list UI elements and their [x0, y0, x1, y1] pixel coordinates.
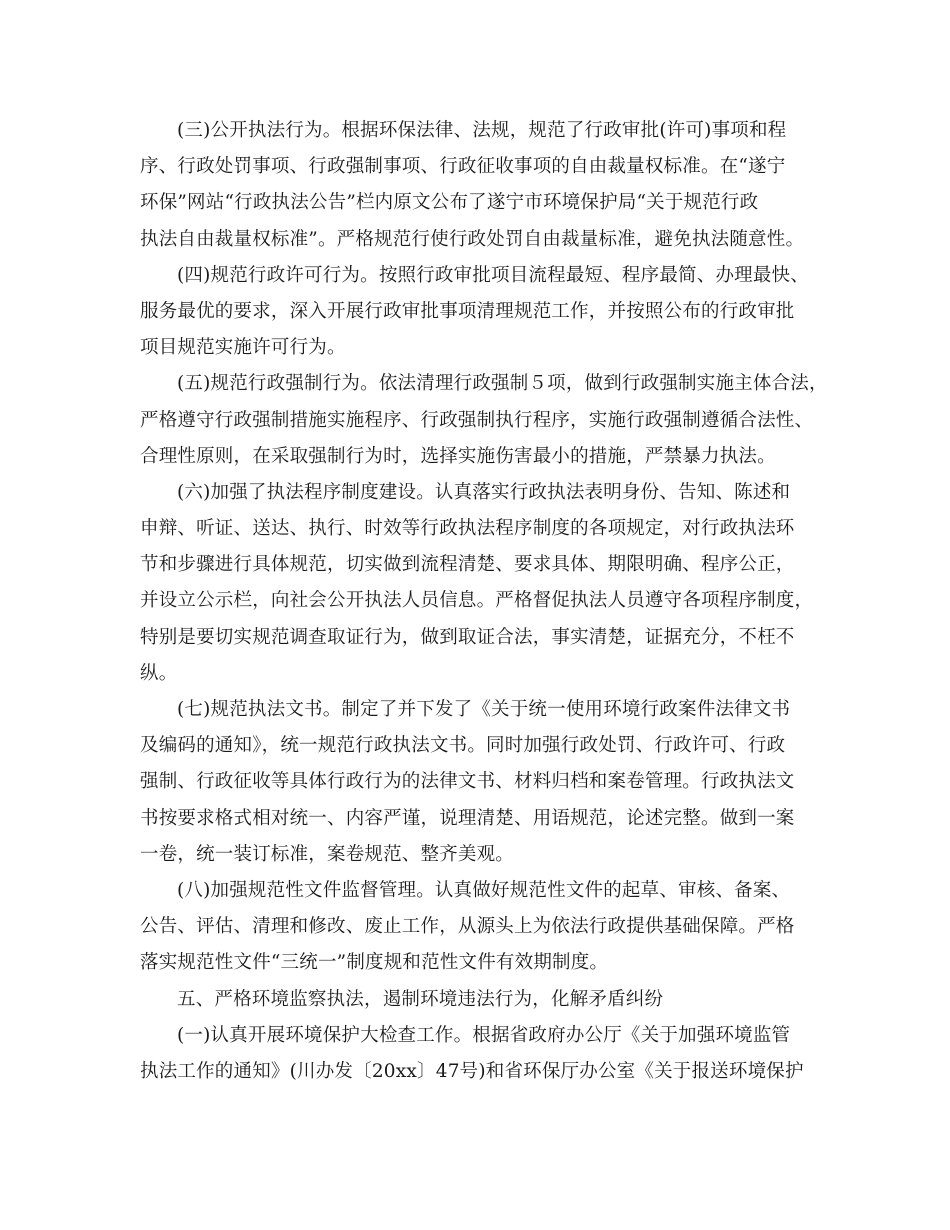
- text-line: 项目规范实施许可行为。: [140, 337, 346, 359]
- text-line: 并设立公示栏，向社会公开执法人员信息。严格督促执法人员遵守各项程序制度，: [140, 590, 814, 612]
- text-line: (四)规范行政许可行为。按照行政审批项目流程最短、程序最简、办理最快、: [177, 264, 809, 286]
- text-line: 服务最优的要求，深入开展行政审批事项清理规范工作，并按照公布的行政审批: [140, 300, 795, 322]
- text-line: 及编码的通知》，统一规范行政执法文书。同时加强行政处罚、行政许可、行政: [140, 735, 786, 757]
- text-line: (一)认真开展环境保护大检查工作。根据省政府办公厅《关于加强环境监管: [177, 1024, 791, 1046]
- text-line: 申辩、听证、送达、执行、时效等行政执法程序制度的各项规定，对行政执法环: [140, 518, 795, 540]
- text-line: (五)规范行政强制行为。依法清理行政强制５项，做到行政强制实施主体合法，: [177, 373, 828, 395]
- text-line: 强制、行政征收等具体行政行为的法律文书、材料归档和案卷管理。行政执法文: [140, 771, 795, 793]
- text-line: 序、行政处罚事项、行政强制事项、行政征收事项的自由裁量权标准。在“遂宁: [140, 156, 786, 178]
- text-line: (三)公开执法行为。根据环保法律、法规，规范了行政审批(许可)事项和程: [177, 120, 787, 141]
- text-line: (六)加强了执法程序制度建设。认真落实行政执法表明身份、告知、陈述和: [177, 481, 791, 503]
- text-line: 合理性原则，在采取强制行为时，选择实施伤害最小的措施，严禁暴力执法。: [140, 445, 776, 467]
- text-line: (八)加强规范性文件监督管理。认真做好规范性文件的起草、审核、备案、: [177, 879, 791, 901]
- text-line: 特别是要切实规范调查取证行为，做到取证合法，事实清楚，证据充分，不枉不: [140, 626, 795, 648]
- text-line: 环保”网站“行政执法公告”栏内原文公布了遂宁市环境保护局“关于规范行政: [140, 192, 759, 214]
- text-line: 节和步骤进行具体规范，切实做到流程清楚、要求具体、期限明确、程序公正，: [140, 554, 795, 576]
- text-line: 公告、评估、清理和修改、废止工作，从源头上为依法行政提供基础保障。严格: [140, 916, 795, 938]
- text-line: 五、严格环境监察执法，遏制环境违法行为，化解矛盾纠纷: [177, 988, 664, 1010]
- text-line: 执法工作的通知》(川办发〔20xx〕47号)和省环保厅办公室《关于报送环境保护: [140, 1060, 804, 1082]
- text-line: 落实规范性文件“三统一”制度规和范性文件有效期制度。: [140, 952, 609, 974]
- text-line: 书按要求格式相对统一、内容严谨，说理清楚、用语规范，论述完整。做到一案: [140, 807, 795, 829]
- text-line: 执法自由裁量权标准”。严格规范行使行政处罚自由裁量标准，避免执法随意性。: [140, 228, 805, 250]
- text-line: 严格遵守行政强制措施实施程序、行政强制执行程序，实施行政强制遵循合法性、: [140, 409, 814, 431]
- text-line: 纵。: [140, 662, 178, 684]
- document-body: [140, 113, 840, 1090]
- text-line: (七)规范执法文书。制定了并下发了《关于统一使用环境行政案件法律文书: [177, 699, 791, 720]
- text-line: 一卷，统一装订标准，案卷规范、整齐美观。: [140, 843, 515, 865]
